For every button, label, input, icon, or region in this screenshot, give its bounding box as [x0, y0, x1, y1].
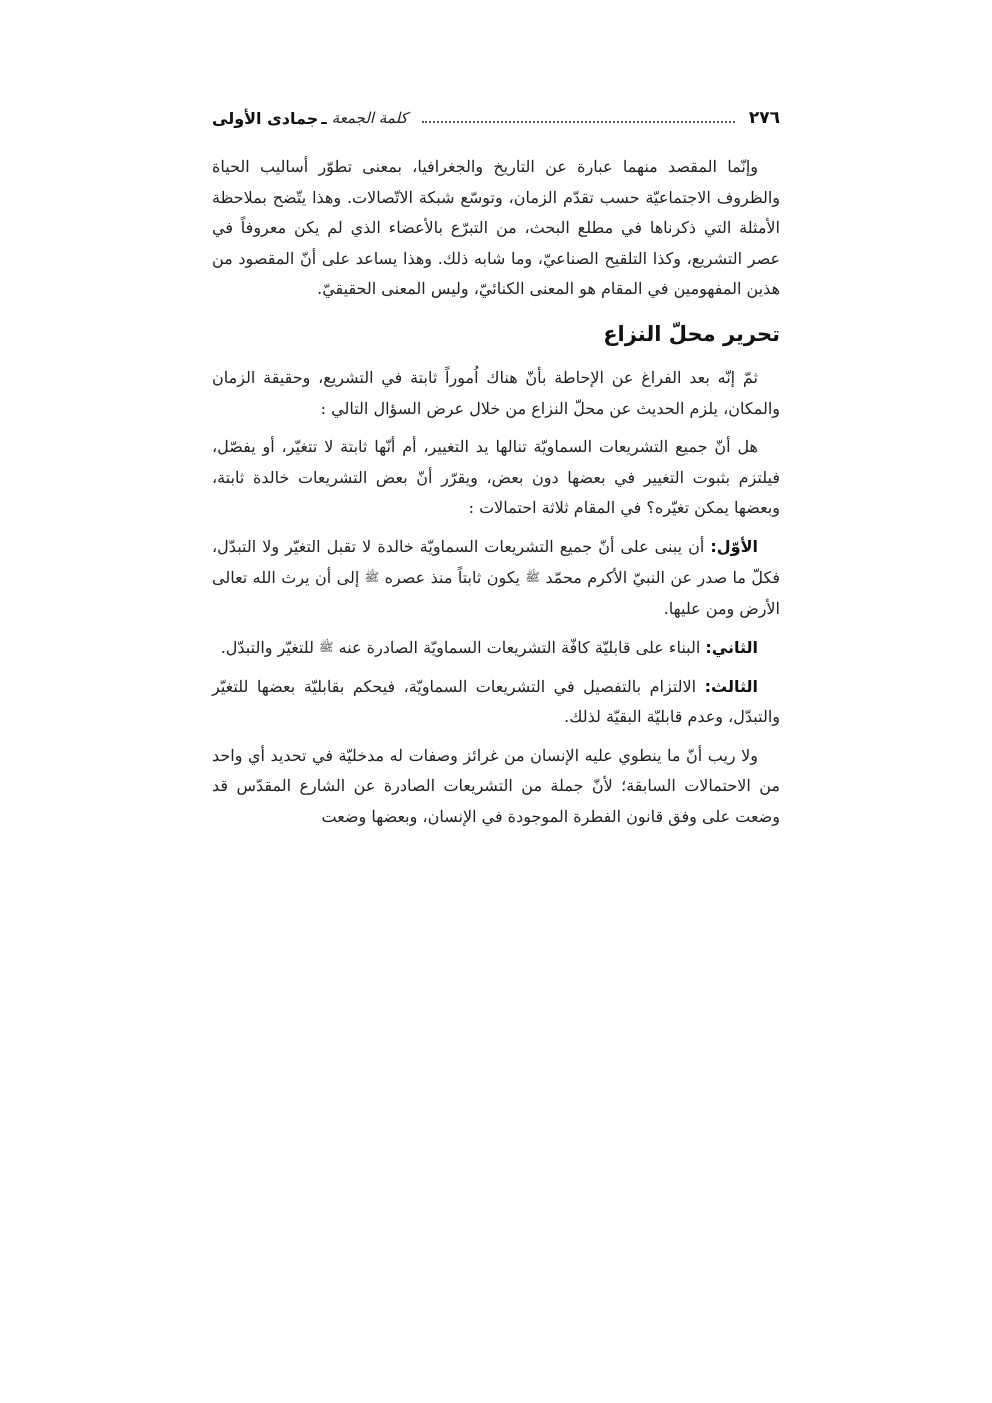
paragraph-question: هل أنّ جميع التشريعات السماويّة تنالها يد التغيير، أم أنّها ثابتة لا تتغيّر، أو يفصّل، فيلتزم بثبوت التغيير في بعضها دون بعض، ويقرّر أنّ بعض التشريعات خالدة ثابتة، وبعضها يمكن تغيّره؟ في المقام ثلاثة احتمالات : — [212, 437, 780, 517]
header-title — [212, 109, 408, 128]
option-first-term: الأوّل: — [710, 536, 759, 556]
honorific-salawat: ﷺ — [364, 570, 380, 584]
honorific-salawat: ﷺ — [525, 570, 540, 584]
header-separator: ـ — [321, 108, 327, 128]
page-number: ٢٧٦ — [748, 108, 780, 128]
option-first-text-2: يكون ثابتاً منذ عصره — [384, 568, 526, 587]
paragraph-opening: وإنّما المقصد منهما عبارة عن التاريخ والجغرافيا، بمعنى تطوّر أساليب الحياة والظروف الاجتماعيّة حسب تقدّم الزمان، وتوسّع شبكة الاتّصالات. وهذا يتّضح بملاحظة الأمثلة التي ذكرناها في مطلع البحث، من التبرّع بالأعضاء الذي لم يكن معروفاً في عصر التشريع، وكذا التلقيح الصناعيّ، وما شابه ذلك. وهذا يساعد على أنّ المقصود من هذين المفهومين في المقام هو المعنى الكنائيّ، وليس المعنى الحقيقيّ. — [212, 157, 780, 298]
journal-logo: كلمة الجمعة — [331, 109, 408, 127]
option-first-text-1: أن يبنى على أنّ جميع التشريعات السماويّة خالدة لا تقبل التغيّر ولا التبدّل، فكلّ ما صدر عن النبيّ الأكرم محمّد — [212, 536, 781, 587]
option-second — [212, 632, 780, 664]
paragraph-intro: ثمّ إنّه بعد الفراغ عن الإحاطة بأنّ هناك اُموراً ثابتة في التشريع، وحقيقة الزمان والمكان، يلزم الحديث عن محلّ النزاع من خلال عرض السؤال التالي : — [212, 368, 780, 418]
honorific-salawat: ﷺ — [319, 640, 334, 654]
dotted-leader — [422, 121, 735, 123]
header-section: جمادى الأولى — [212, 108, 319, 128]
option-third — [212, 672, 780, 733]
section-heading: تحرير محلّ النزاع — [603, 321, 780, 346]
option-third-text: الالتزام بالتفصيل في التشريعات السماويّة، فيحكم بقابليّة بعضها للتغيّر والتبدّل، وعدم قابليّة البقيّة لذلك. — [212, 676, 780, 726]
option-first-text-3: إلى أن يرث الله تعالى الأرض ومن عليها. — [212, 568, 780, 618]
option-third-term: الثالث: — [704, 676, 758, 696]
option-second-term: الثاني: — [705, 638, 758, 657]
option-second-text-2: للتغيّر والتبدّل. — [220, 638, 320, 657]
page-body — [212, 152, 780, 840]
running-header — [212, 98, 780, 138]
option-second-text-1: البناء على قابليّة كافّة التشريعات السماويّة الصادرة عنه — [338, 638, 706, 657]
option-first — [212, 532, 780, 625]
paragraph-closing: ولا ريب أنّ ما ينطوي عليه الإنسان من غرائز وصفات له مدخليّة في تحديد أي واحد من الاحتمالات السابقة؛ لأنّ جملة من التشريعات الصادرة عن الشارع المقدّس قد وضعت على وفق قانون الفطرة الموجودة في الإنسان، وبعضها وضعت — [212, 745, 780, 826]
